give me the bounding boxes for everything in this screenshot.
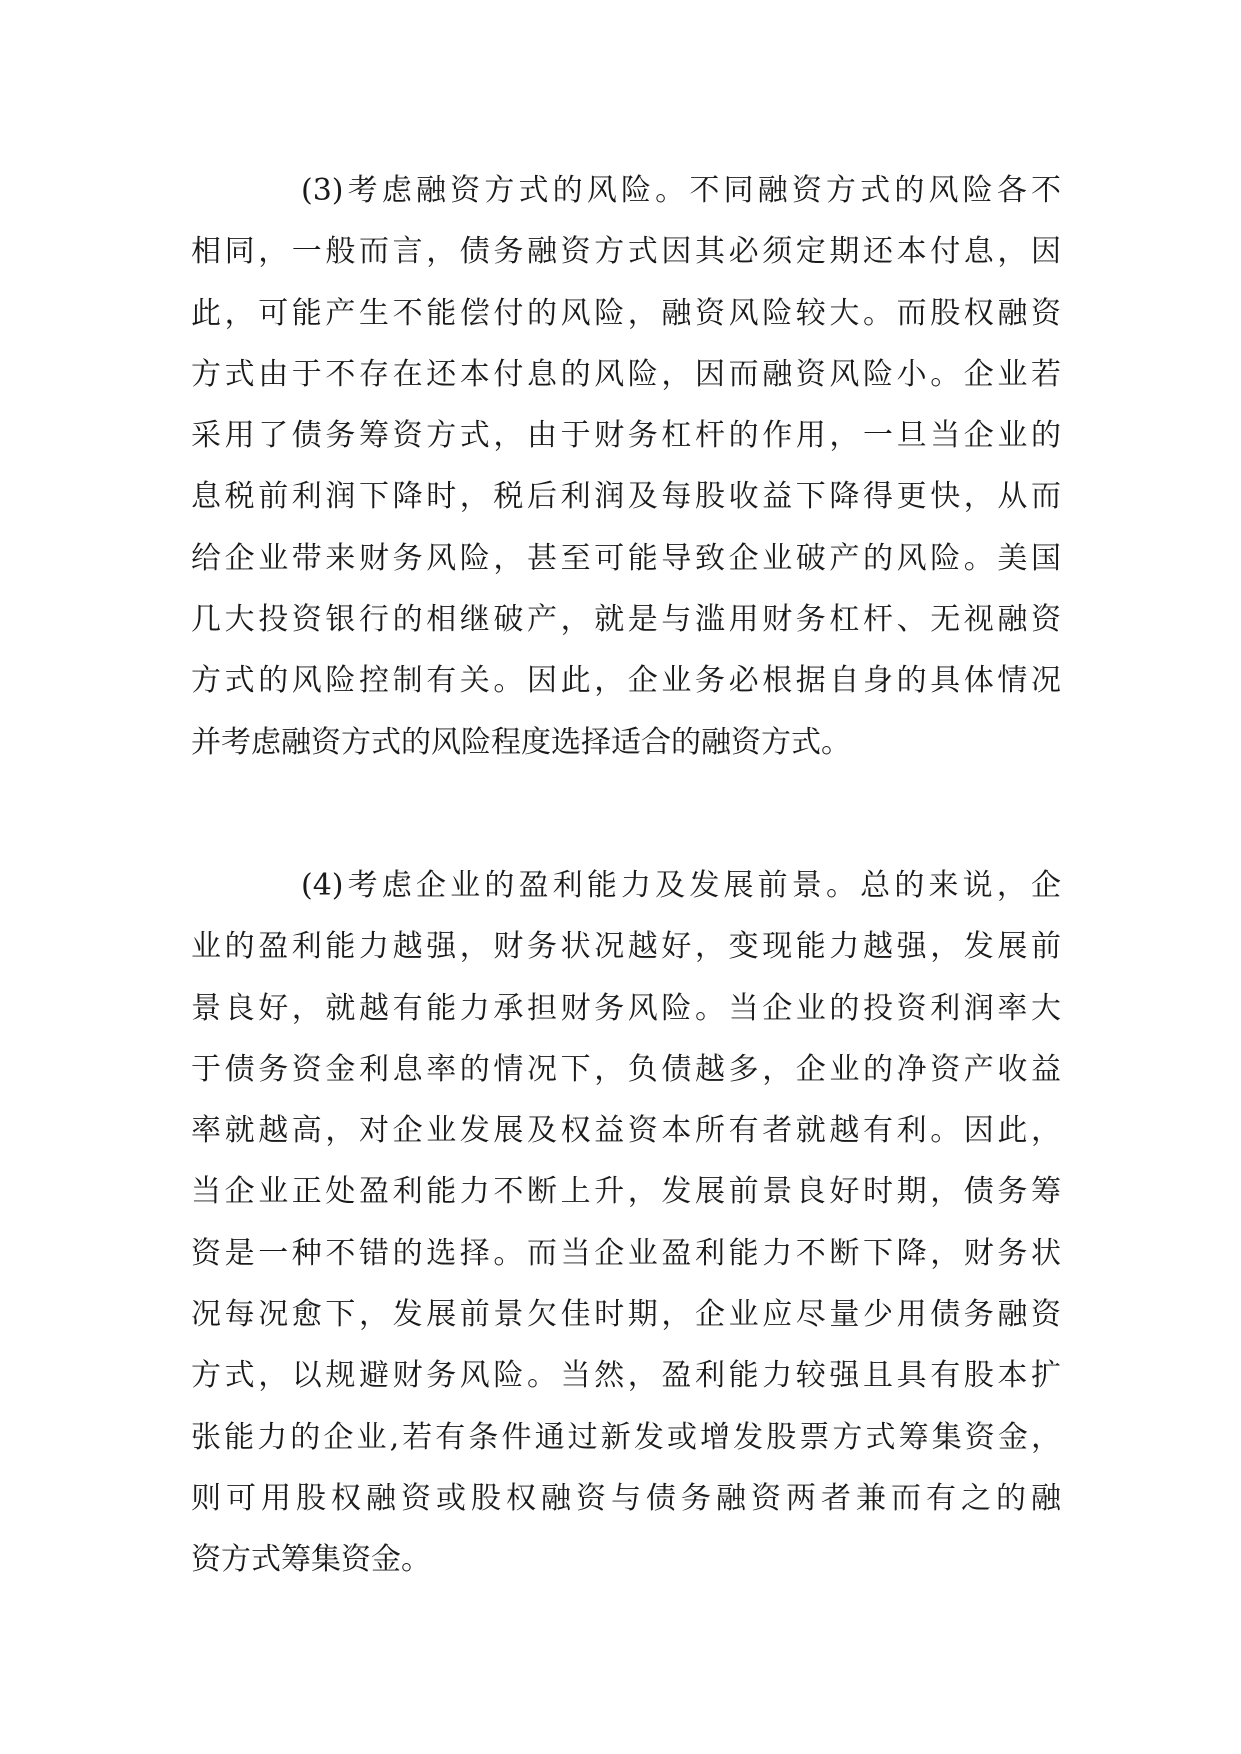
paragraph-line: 方式的风险控制有关。因此，企业务必根据自身的具体情况 [191,663,1061,699]
paragraph-line: 资是一种不错的选择。而当企业盈利能力不断下降，财务状 [191,1235,1061,1271]
paragraph-line: (4)考虑企业的盈利能力及发展前景。总的来说，企 [301,868,1061,903]
paragraph-line: 方式由于不存在还本付息的风险，因而融资风险小。企业若 [191,356,1061,392]
paragraph-line: 几大投资银行的相继破产，就是与滥用财务杠杆、无视融资 [191,602,1061,638]
paragraph-line: (3)考虑融资方式的风险。不同融资方式的风险各不 [301,173,1061,208]
paragraph-line: 业的盈利能力越强，财务状况越好，变现能力越强，发展前 [191,929,1061,965]
paragraph-line: 率就越高，对企业发展及权益资本所有者就越有利。因此， [191,1113,1061,1149]
paragraph-line: 况每况愈下，发展前景欠佳时期，企业应尽量少用债务融资 [191,1297,1061,1333]
paragraph-line: 给企业带来财务风险，甚至可能导致企业破产的风险。美国 [191,540,1061,576]
paragraph-line: 景良好，就越有能力承担财务风险。当企业的投资利润率大 [191,990,1061,1026]
paragraph-line: 相同，一般而言，债务融资方式因其必须定期还本付息，因 [191,234,1061,270]
paragraph-line: 资方式筹集资金。 [191,1542,431,1578]
paragraph-line: 方式，以规避财务风险。当然，盈利能力较强且具有股本扩 [191,1358,1061,1394]
paragraph-profitability [191,855,1061,1591]
paragraph-line: 此，可能产生不能偿付的风险，融资风险较大。而股权融资 [191,295,1061,331]
paragraph-line: 采用了债务筹资方式，由于财务杠杆的作用，一旦当企业的 [191,418,1061,454]
paragraph-line: 则可用股权融资或股权融资与债务融资两者兼而有之的融 [191,1480,1061,1516]
paragraph-line: 当企业正处盈利能力不断上升，发展前景良好时期，债务筹 [191,1174,1061,1210]
paragraph-line: 并考虑融资方式的风险程度选择适合的融资方式。 [191,724,851,760]
paragraph-line: 于债务资金利息率的情况下，负债越多，企业的净资产收益 [191,1051,1061,1087]
paragraph-financing-risk [191,160,1061,773]
paragraph-line: 张能力的企业,若有条件通过新发或增发股票方式筹集资金， [191,1419,1061,1455]
paragraph-line: 息税前利润下降时，税后利润及每股收益下降得更快，从而 [191,479,1061,515]
